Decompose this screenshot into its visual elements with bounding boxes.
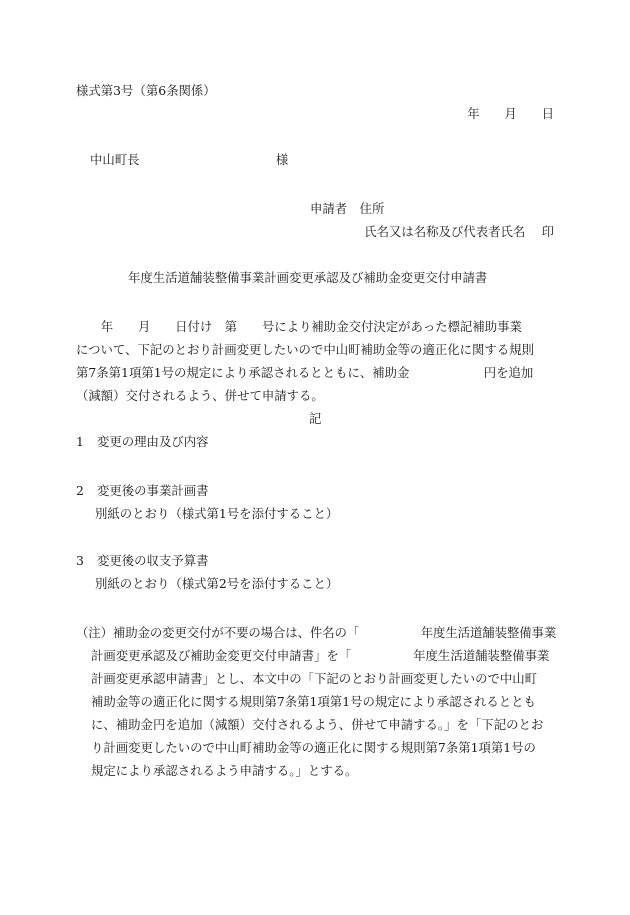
note-line: 規定により承認されるよう申請する。」とする。 (91, 763, 358, 778)
item-number: 3 (76, 553, 84, 568)
body-line: について、下記のとおり計画変更したいので中山町補助金等の適正化に関する規則 (76, 342, 534, 357)
item-title: 変更後の事業計画書 (97, 483, 209, 498)
body-line: 第7条第1項第1号の規定により承認されるとともに、補助金 円を追加 (76, 365, 534, 380)
date-line: 年 月 日 (467, 106, 554, 121)
note-line: り計画変更したいので中山町補助金等の適正化に関する規則第7条第1項第1号の (91, 740, 536, 755)
ki-heading: 記 (309, 411, 322, 426)
note-line: （注）補助金の変更交付が不要の場合は、件名の「 年度生活道舗装整備事業 (76, 625, 557, 640)
note-line: 計画変更承認及び補助金変更交付申請書」を「 年度生活道舗装整備事業 (91, 648, 550, 663)
addressee: 中山町長 様 (90, 152, 289, 167)
applicant-address-label: 申請者 住所 (310, 201, 385, 216)
document-title: 年度生活道舗装整備事業計画変更承認及び補助金変更交付申請書 (128, 270, 488, 285)
body-line: 年 月 日付け 第 号により補助金交付決定があった標記補助事業 (76, 319, 522, 334)
note-line: 補助金等の適正化に関する規則第7条第1項第1号の規定により承認されるととも (91, 694, 536, 709)
item-detail: 別紙のとおり（様式第2号を添付すること） (95, 576, 339, 591)
note-line: 計画変更承認申請書」とし、本文中の「下記のとおり計画変更したいので中山町 (91, 671, 538, 686)
note-line: に、補助金円を追加（減額）交付されるよう、併せて申請する。」を「下記のとお (91, 717, 544, 732)
applicant-name-label: 氏名又は名称及び代表者氏名 印 (364, 224, 554, 239)
item-title: 変更の理由及び内容 (97, 434, 209, 449)
body-line: （減額）交付されるよう、併せて申請する。 (76, 388, 324, 403)
item-detail: 別紙のとおり（様式第1号を添付すること） (95, 506, 339, 521)
form-number: 様式第3号（第6条関係） (76, 83, 216, 98)
item-number: 2 (76, 483, 84, 498)
item-number: 1 (76, 434, 84, 449)
item-title: 変更後の収支予算書 (97, 553, 209, 568)
